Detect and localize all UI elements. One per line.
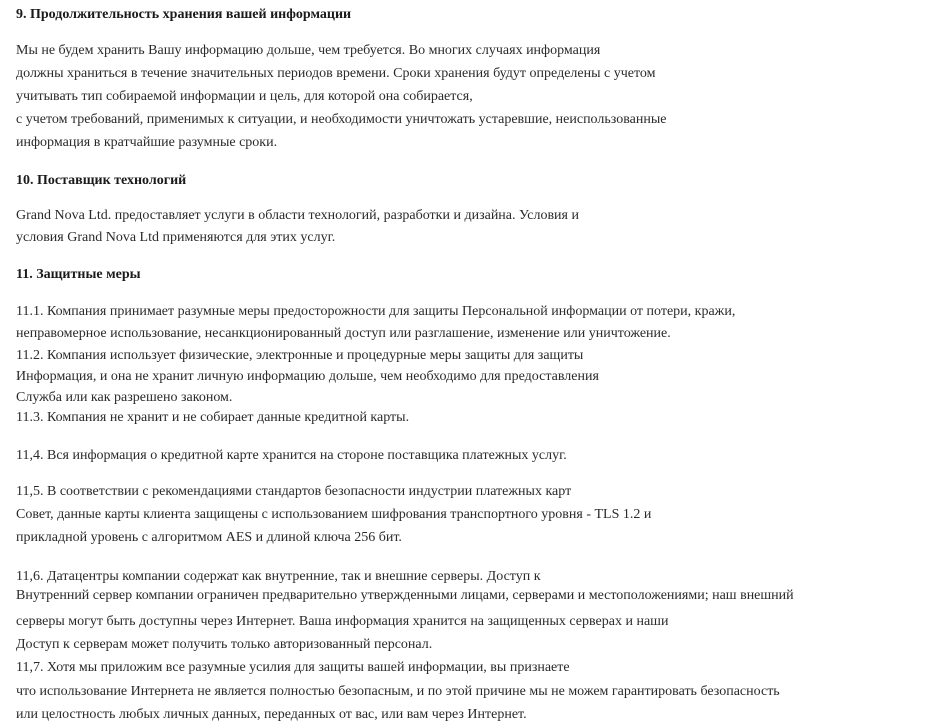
paragraph-line: Мы не будем хранить Вашу информацию дольше, чем требуется. Во многих случаях информация (16, 43, 601, 58)
paragraph-line: 11,6. Датацентры компании содержат как внутренние, так и внешние серверы. Доступ к (16, 569, 541, 584)
paragraph-line: должны храниться в течение значительных периодов времени. Сроки хранения будут определены с учетом (16, 66, 656, 81)
paragraph-line: 11.2. Компания использует физические, электронные и процедурные меры защиты для защиты (16, 348, 584, 363)
section-heading-10: 10. Поставщик технологий (16, 173, 187, 188)
paragraph-line: неправомерное использование, несанкционированный доступ или разглашение, изменение или уничтожение. (16, 326, 671, 341)
paragraph-line: или целостность любых личных данных, переданных от вас, или вам через Интернет. (16, 707, 527, 722)
paragraph-line: Служба или как разрешено законом. (16, 390, 233, 405)
paragraph-line: Внутренний сервер компании ограничен предварительно утвержденными лицами, серверами и местоположениями; наш внешний (16, 588, 794, 603)
paragraph-line: Grand Nova Ltd. предоставляет услуги в области технологий, разработки и дизайна. Условия и (16, 208, 579, 223)
paragraph-line: 11,7. Хотя мы приложим все разумные усилия для защиты вашей информации, вы признаете (16, 660, 570, 675)
paragraph-line: 11,5. В соответствии с рекомендациями стандартов безопасности индустрии платежных карт (16, 484, 572, 499)
paragraph-line: что использование Интернета не является полностью безопасным, и по этой причине мы не можем гарантировать безопасность (16, 684, 780, 699)
paragraph-line: учитывать тип собираемой информации и цель, для которой она собирается, (16, 89, 473, 104)
paragraph-line: Доступ к серверам может получить только авторизованный персонал. (16, 637, 433, 652)
section-heading-11: 11. Защитные меры (16, 267, 141, 282)
paragraph-line: 11.3. Компания не хранит и не собирает данные кредитной карты. (16, 410, 410, 425)
paragraph-line: условия Grand Nova Ltd применяются для этих услуг. (16, 230, 336, 245)
paragraph-line: 11.1. Компания принимает разумные меры предосторожности для защиты Персональной информации от потери, кражи, (16, 304, 736, 319)
section-heading-9: 9. Продолжительность хранения вашей информации (16, 7, 352, 22)
paragraph-line: прикладной уровень с алгоритмом AES и длиной ключа 256 бит. (16, 530, 402, 545)
paragraph-line: 11,4. Вся информация о кредитной карте хранится на стороне поставщика платежных услуг. (16, 448, 567, 463)
paragraph-line: Информация, и она не хранит личную информацию дольше, чем необходимо для предоставления (16, 369, 599, 384)
paragraph-line: информация в кратчайшие разумные сроки. (16, 135, 278, 150)
paragraph-line: серверы могут быть доступны через Интернет. Ваша информация хранится на защищенных серверах и наши (16, 614, 669, 629)
paragraph-line: Совет, данные карты клиента защищены с использованием шифрования транспортного уровня - TLS 1.2 и (16, 507, 652, 522)
paragraph-line: с учетом требований, применимых к ситуации, и необходимости уничтожать устаревшие, неиспользованные (16, 112, 667, 127)
